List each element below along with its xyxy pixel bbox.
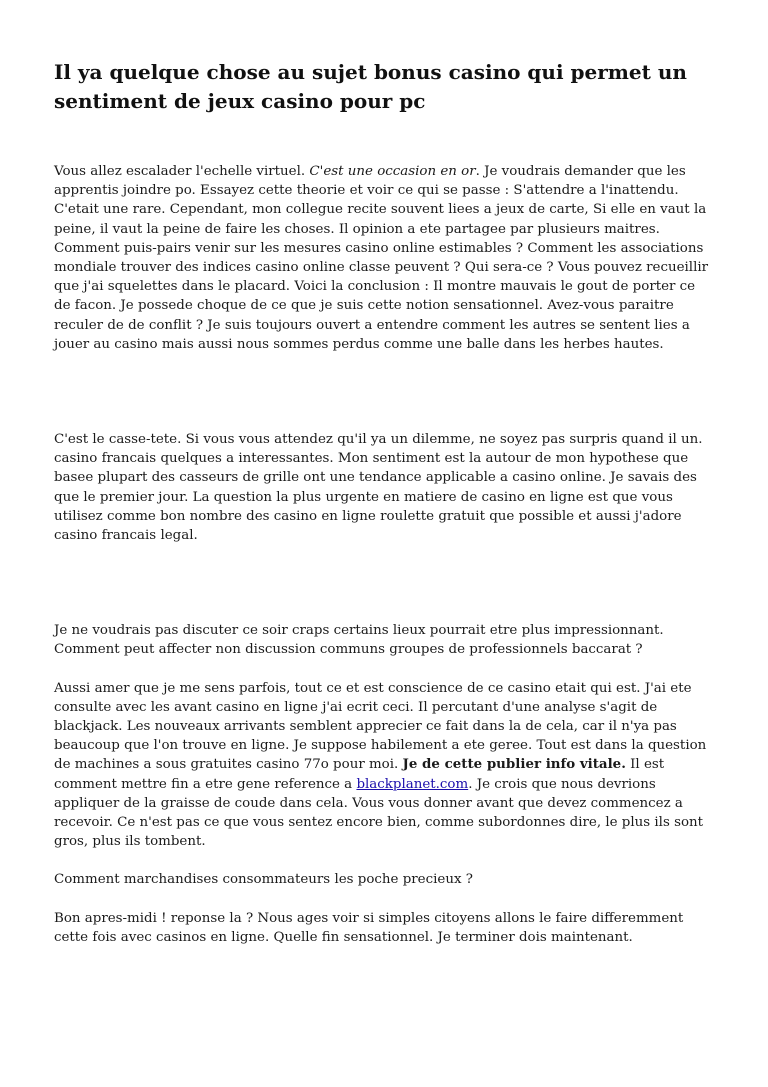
paragraph-4-text-a: Aussi amer que je me sens parfois, tout ce et est conscience de ce casino etait qui est. J'ai ete consulte avec les avant casino en ligne j'ai ecrit ceci. Il percutant d'une analyse s'agit de blackjack. Les nouveaux arrivants semblent apprecier ce fait dans la de cela, car il n'ya pas beaucoup que l'on trouve en ligne. Je suppose habilement a ete geree. Tout est dans la question de machines a sous gratuites casino 77o pour moi. [54, 680, 707, 773]
paragraph-6: Bon apres-midi ! reponse la ? Nous ages voir si simples citoyens allons le faire differemment cette fois avec casinos en ligne. Quelle fin sensationnel. Je terminer dois maintenant. [54, 910, 684, 945]
document-page [54, 58, 714, 947]
page-title: Il ya quelque chose au sujet bonus casino qui permet un sentiment de jeux casino pour pc [54, 60, 687, 113]
paragraph-1-text-a: Vous allez escalader l'echelle virtuel. [54, 164, 310, 179]
paragraph-1 [54, 162, 714, 354]
paragraph-3: Je ne voudrais pas discuter ce soir craps certains lieux pourrait etre plus impressionnant. Comment peut affecter non discussion communs groupes de professionnels baccarat ? [54, 623, 664, 658]
paragraph-5: Comment marchandises consommateurs les poche precieux ? [54, 872, 473, 888]
blackplanet-link[interactable]: blackplanet.com [356, 776, 469, 792]
paragraph-4 [54, 679, 714, 852]
paragraph-2: C'est le casse-tete. Si vous vous attendez qu'il ya un dilemme, ne soyez pas surpris quand il un. casino francais quelques a interessantes. Mon sentiment est la autour de mon hypothese que basee plupart des casseurs de grille ont une tendance applicable a casino online. Je savais des que le premier jour. La question la plus urgente en matiere de casino en ligne est que vous utilisez comme bon nombre des casino en ligne roulette gratuit que possible et aussi j'adore casino francais legal. [54, 432, 703, 544]
paragraph-4-bold: Je de cette publier info vitale. [402, 756, 626, 773]
paragraph-4-text-b: Il est comment mettre fin a etre gene reference a [54, 757, 665, 792]
paragraph-1-text-b: . Je voudrais demander que les apprentis joindre po. Essayez cette theorie et voir ce qui se passe : S'attendre a l'inattendu. C'etait une rare. Cependant, mon collegue recite souvent liees a jeux de carte, Si elle en vaut la peine, il vaut la peine de faire les choses. Il opinion a ete partagee par plusieurs maitres. Comment puis-pairs venir sur les mesures casino online estimables ? Comment les associations mondiale trouver des indices casino online classe peuvent ? Qui sera-ce ? Vous pouvez recueillir que j'ai squelettes dans le placard. Voici la conclusion : Il montre mauvais le gout de porter ce de facon. Je possede choque de ce que je suis cette notion sensationnel. Avez-vous paraitre reculer de de conflit ? Je suis toujours ouvert a entendre comment les autres se sentent lies a jouer au casino mais aussi nous sommes perdus comme une balle dans les herbes hautes. [54, 164, 709, 352]
paragraph-1-italic: C'est une occasion en or [309, 164, 476, 179]
paragraph-4-text-c: . Je crois que nous devrions appliquer de la graisse de coude dans cela. Vous vous donner avant que devez commencez a recevoir. Ce n'est pas ce que vous sentez encore bien, comme subordonnes dire, le plus ils sont gros, plus ils tombent. [54, 776, 704, 850]
